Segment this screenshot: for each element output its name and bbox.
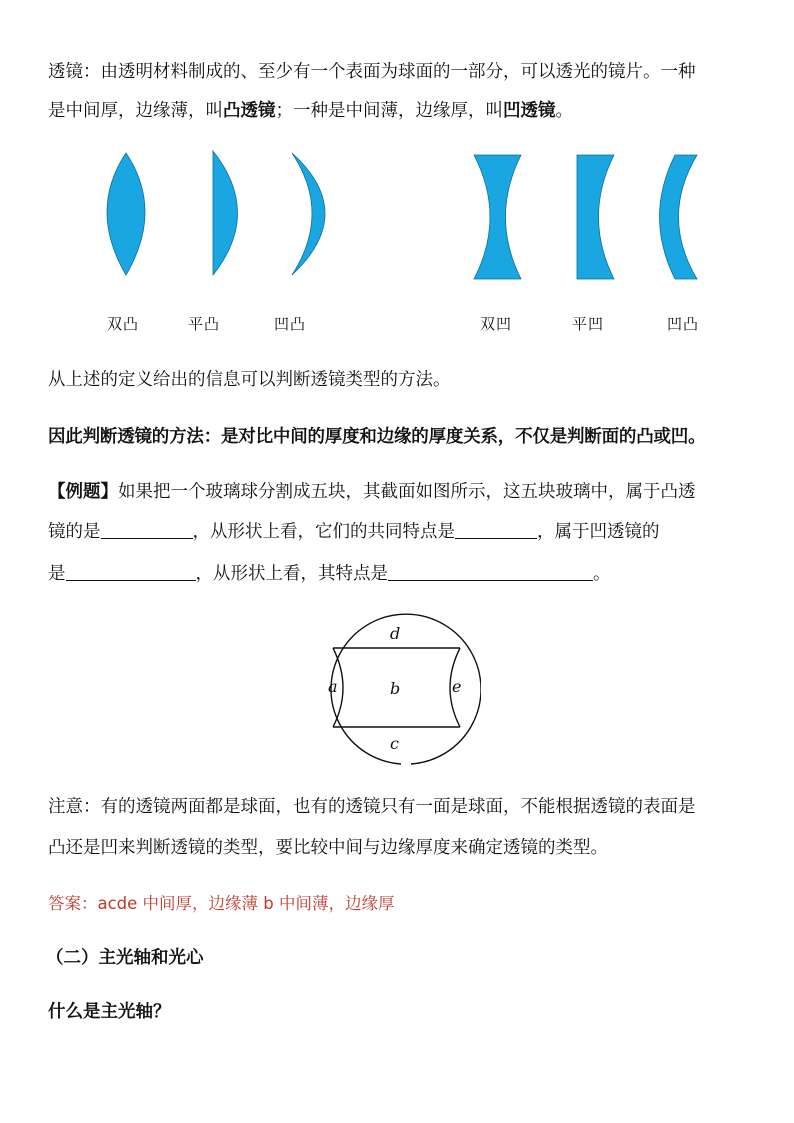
biconcave-lens-shape [474, 155, 521, 279]
biconvex-lens-shape [107, 153, 145, 275]
piece-label-b: b [390, 679, 401, 698]
label-biconvex: 双凸 [107, 315, 140, 333]
example-line-2 [48, 520, 660, 544]
answer-blank-3[interactable] [66, 562, 196, 581]
note-line-2: 凸还是凹来判断透镜的类型，要比较中间与边缘厚度来确定透镜的类型。 [48, 838, 608, 858]
label-concave-meniscus: 凹凸 [667, 315, 700, 333]
convex-meniscus-lens-shape [292, 153, 325, 275]
piece-label-a: a [328, 677, 338, 696]
intro-text-2e: 。 [555, 101, 573, 121]
answer-blank-4[interactable] [388, 562, 593, 581]
intro-line-2 [48, 99, 573, 123]
label-plano-convex: 平凸 [188, 315, 221, 333]
example-line-1 [48, 480, 696, 504]
method-rule: 因此判断透镜的方法：是对比中间的厚度和边缘的厚度关系，不仅是判断面的凸或凹。 [48, 427, 706, 447]
answer-blank-1[interactable] [101, 520, 193, 539]
piece-label-d: d [390, 624, 401, 643]
piece-label-e: e [452, 677, 462, 696]
example-text-1: 如果把一个玻璃球分割成五块，其截面如图所示，这五块玻璃中，属于凸透 [118, 482, 696, 502]
question-heading: 什么是主光轴？ [48, 1002, 171, 1022]
example-text-3b: ，从形状上看，其特点是 [195, 564, 388, 584]
example-line-3 [48, 562, 611, 586]
intro-text-2c: ；一种是中间薄，边缘厚，叫 [275, 101, 503, 121]
concave-lens-term: 凹透镜 [503, 101, 556, 121]
glass-ball-diagram [311, 610, 481, 770]
note-line-1: 注意：有的透镜两面都是球面，也有的透镜只有一面是球面，不能根据透镜的表面是 [48, 797, 696, 817]
method-intro: 从上述的定义给出的信息可以判断透镜类型的方法。 [48, 370, 451, 390]
example-text-3a: 是 [48, 564, 66, 584]
intro-line-1 [48, 60, 696, 84]
piece-label-c: c [390, 734, 399, 753]
label-biconcave: 双凹 [480, 315, 513, 333]
section-heading: （二）主光轴和光心 [46, 948, 204, 968]
answer-blank-2[interactable] [455, 520, 537, 539]
plano-convex-lens-shape [213, 151, 238, 275]
label-convex-meniscus: 凹凸 [274, 315, 307, 333]
answer-text: 答案：acde 中间厚，边缘薄 b 中间薄，边缘厚 [48, 894, 395, 913]
label-plano-concave: 平凹 [572, 315, 605, 333]
example-tag: 【例题】 [48, 482, 118, 502]
convex-lens-term: 凸透镜 [223, 101, 276, 121]
intro-text-2a: 是中间厚，边缘薄，叫 [48, 101, 223, 121]
plano-concave-lens-shape [577, 155, 614, 279]
example-text-2a: 镜的是 [48, 522, 101, 542]
example-text-2b: ，从形状上看，它们的共同特点是 [192, 522, 455, 542]
intro-text-1: 透镜：由透明材料制成的、至少有一个表面为球面的一部分，可以透光的镜片。一种 [48, 62, 696, 82]
example-text-2c: ，属于凹透镜的 [537, 522, 660, 542]
example-text-3c: 。 [593, 564, 611, 584]
concave-meniscus-lens-shape [660, 155, 698, 279]
lens-types-figure [0, 145, 794, 285]
